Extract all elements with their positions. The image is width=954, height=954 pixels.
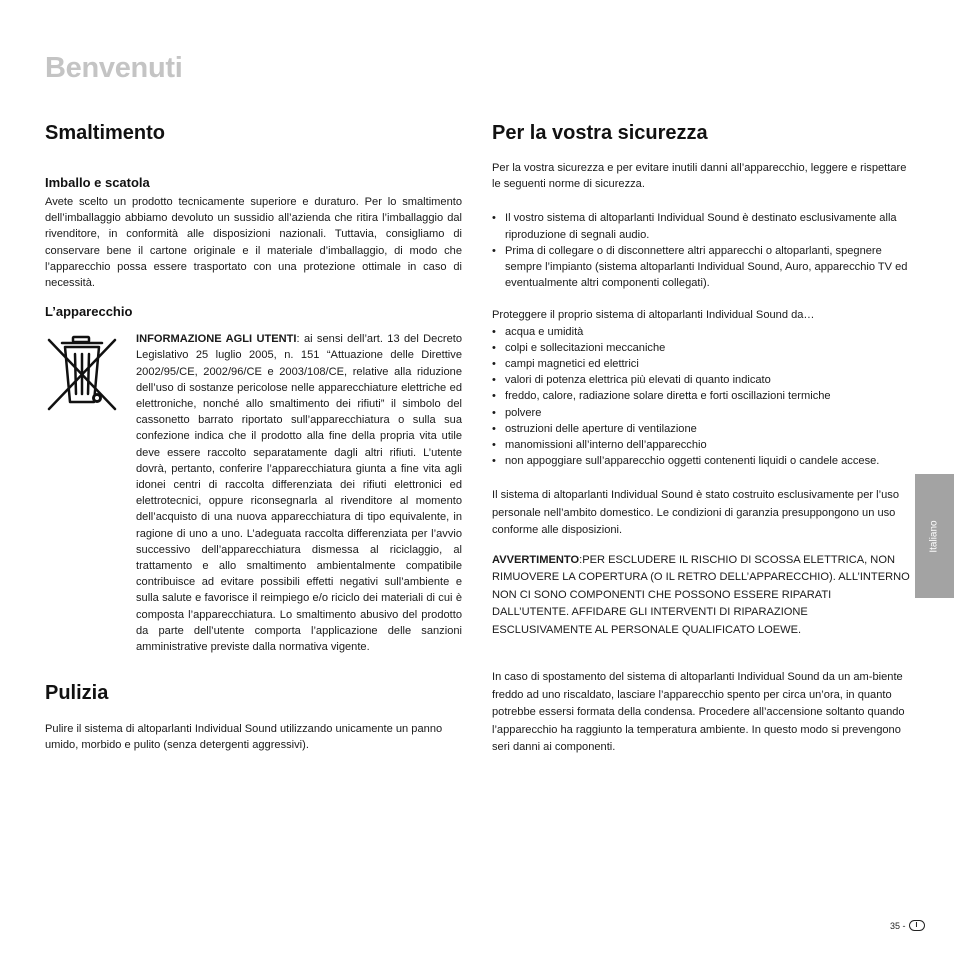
list-item: • polvere	[492, 405, 910, 421]
safety-rules-list	[492, 210, 910, 291]
list-item: • non appoggiare sull’apparecchio oggetti contenenti liquidi o candele accese.	[492, 453, 910, 469]
right-column	[492, 122, 910, 757]
language-side-tab	[915, 474, 954, 598]
page-number-text: 35 -	[890, 920, 906, 931]
warning-body: :PER ESCLUDERE IL RISCHIO DI SCOSSA ELETTRICA, NON RIMUOVERE LA COPERTURA (O IL RETRO DELL’APPARECCHIO). ALL’INTERNO NON CI SONO COMPONENTI CHE POSSONO ESSERE RIPARATI DALL’UTENTE. AFFIDARE GLI INTERVENTI DI RIPARAZIONE ESCLUSIVAMENTE AL PERSONALE QUALIFICATO LOEWE.	[492, 553, 910, 636]
warning-text	[492, 552, 910, 640]
device-heading: L’apparecchio	[45, 304, 133, 320]
side-tab-label: Italiano	[929, 519, 940, 553]
page-title: Benvenuti	[45, 52, 183, 84]
list-item: • acqua e umidità	[492, 324, 910, 340]
list-item: • colpi e sollecitazioni meccaniche	[492, 340, 910, 356]
page-number	[890, 920, 925, 931]
sicurezza-heading: Per la vostra sicurezza	[492, 122, 708, 144]
list-item: • valori di potenza elettrica più elevati di quanto indicato	[492, 372, 910, 388]
hazards-list	[492, 324, 910, 470]
info-body: : ai sensi dell’art. 13 del Decreto Legislativo 25 luglio 2005, n. 151 “Attuazione delle Direttive 2002/95/CE, 2002/96/CE e 2003/108/CE, relative alla riduzione dell’uso di sostanze pericolose nelle apparecchiature elettriche ed elettroniche, nonché allo smaltimento dei rifiuti” il simbolo del cassonetto barrato riportato sull’apparecchiatura o sulla sua confezione indica che il prodotto alla fine della propria vita utile deve essere raccolto separatamente dagli altri rifiuti. L’utente dovrà, pertanto, conferire l’apparecchiatura giunta a fine vita agli idonei centri di raccolta differenziata dei rifiuti elettronici ed elettrotecnici, oppure riconsegnarla al rivenditore al momento dell’acquisto di una nuova apparecchiatura di tipo equivalente, in ragione di uno a uno. L’adeguata raccolta differenziata per l’avvio successivo dell’apparecchiatura dismessa al riciclaggio, al trattamento e allo smaltimento ambientalmente compatibile contribuisce ad evitare possibili effetti negativi sull’ambiente e sulla salute e favorisce il reimpiego e/o riciclo dei materiali di cui è composta l’apparecchiatura. Lo smaltimento abusivo del prodotto da parte dell’utente comporta l’applicazione delle sanzioni amministrative previste dalla normativa vigente.	[136, 333, 462, 654]
crossed-out-bin-icon	[45, 334, 119, 412]
list-item: • ostruzioni delle aperture di ventilazione	[492, 421, 910, 437]
list-item: • freddo, calore, radiazione solare diretta e forti oscillazioni termiche	[492, 388, 910, 404]
packaging-heading: Imballo e scatola	[45, 175, 150, 190]
list-item: • manomissioni all’interno dell’apparecchio	[492, 437, 910, 453]
list-item: • campi magnetici ed elettrici	[492, 356, 910, 372]
smaltimento-heading: Smaltimento	[45, 122, 166, 144]
protect-intro: Proteggere il proprio sistema di altoparlanti Individual Sound da…	[492, 309, 815, 322]
pulizia-heading: Pulizia	[45, 682, 109, 705]
pulizia-text: Pulire il sistema di altoparlanti Individual Sound utilizzando unicamente un panno umido, morbido e pulito (senza detergenti aggressivi).	[45, 723, 443, 752]
condensation-text: In caso di spostamento del sistema di altoparlanti Individual Sound da un am-biente freddo ad uno riscaldato, lasciare l’apparecchio spento per circa un’ora, in quanto potrebbe essersi formata della condensa. Procedere all’accensione soltanto quando l’apparecchio ha raggiunto la temperatura ambiente. In questo modo si prevengono seri danni ai componenti.	[492, 671, 905, 754]
language-mark-icon: I	[909, 920, 925, 931]
weee-info-text	[136, 331, 462, 655]
list-item: • Il vostro sistema di altoparlanti Individual Sound è destinato esclusivamente alla riproduzione di segnali audio.	[492, 210, 910, 242]
left-column	[45, 122, 462, 754]
weee-info-block	[45, 331, 462, 655]
domestic-use-text: Il sistema di altoparlanti Individual Sound è stato costruito esclusivamente per l’uso personale nell’ambito domestico. Le condizioni di garanzia presuppongono un uso conforme alle disposizioni.	[492, 489, 899, 537]
packaging-text: Avete scelto un prodotto tecnicamente superiore e duraturo. Per lo smaltimento dell’imballaggio abbiamo devoluto un sussidio all’azienda che ritira l’imballaggio dal rivenditore, in conformità alle disposizioni nazionali. Tuttavia, consigliamo di conservare bene il cartone originale e il materiale d’imballaggio, di modo che l’apparecchio possa essere trasportato con una protezione ottimale in caso di necessità.	[45, 196, 462, 290]
info-label: INFORMAZIONE AGLI UTENTI	[136, 333, 297, 346]
warning-label: AVVERTIMENTO	[492, 553, 580, 566]
list-item: • Prima di collegare o di disconnettere altri apparecchi o altoparlanti, spegnere sempre l’impianto (sistema altoparlanti Individual Sound, Auro, apparecchio TV ed eventualmente altri componenti collegati).	[492, 243, 910, 292]
sicurezza-intro: Per la vostra sicurezza e per evitare inutili danni all’apparecchio, leggere e rispettare le seguenti norme di sicurezza.	[492, 162, 907, 191]
